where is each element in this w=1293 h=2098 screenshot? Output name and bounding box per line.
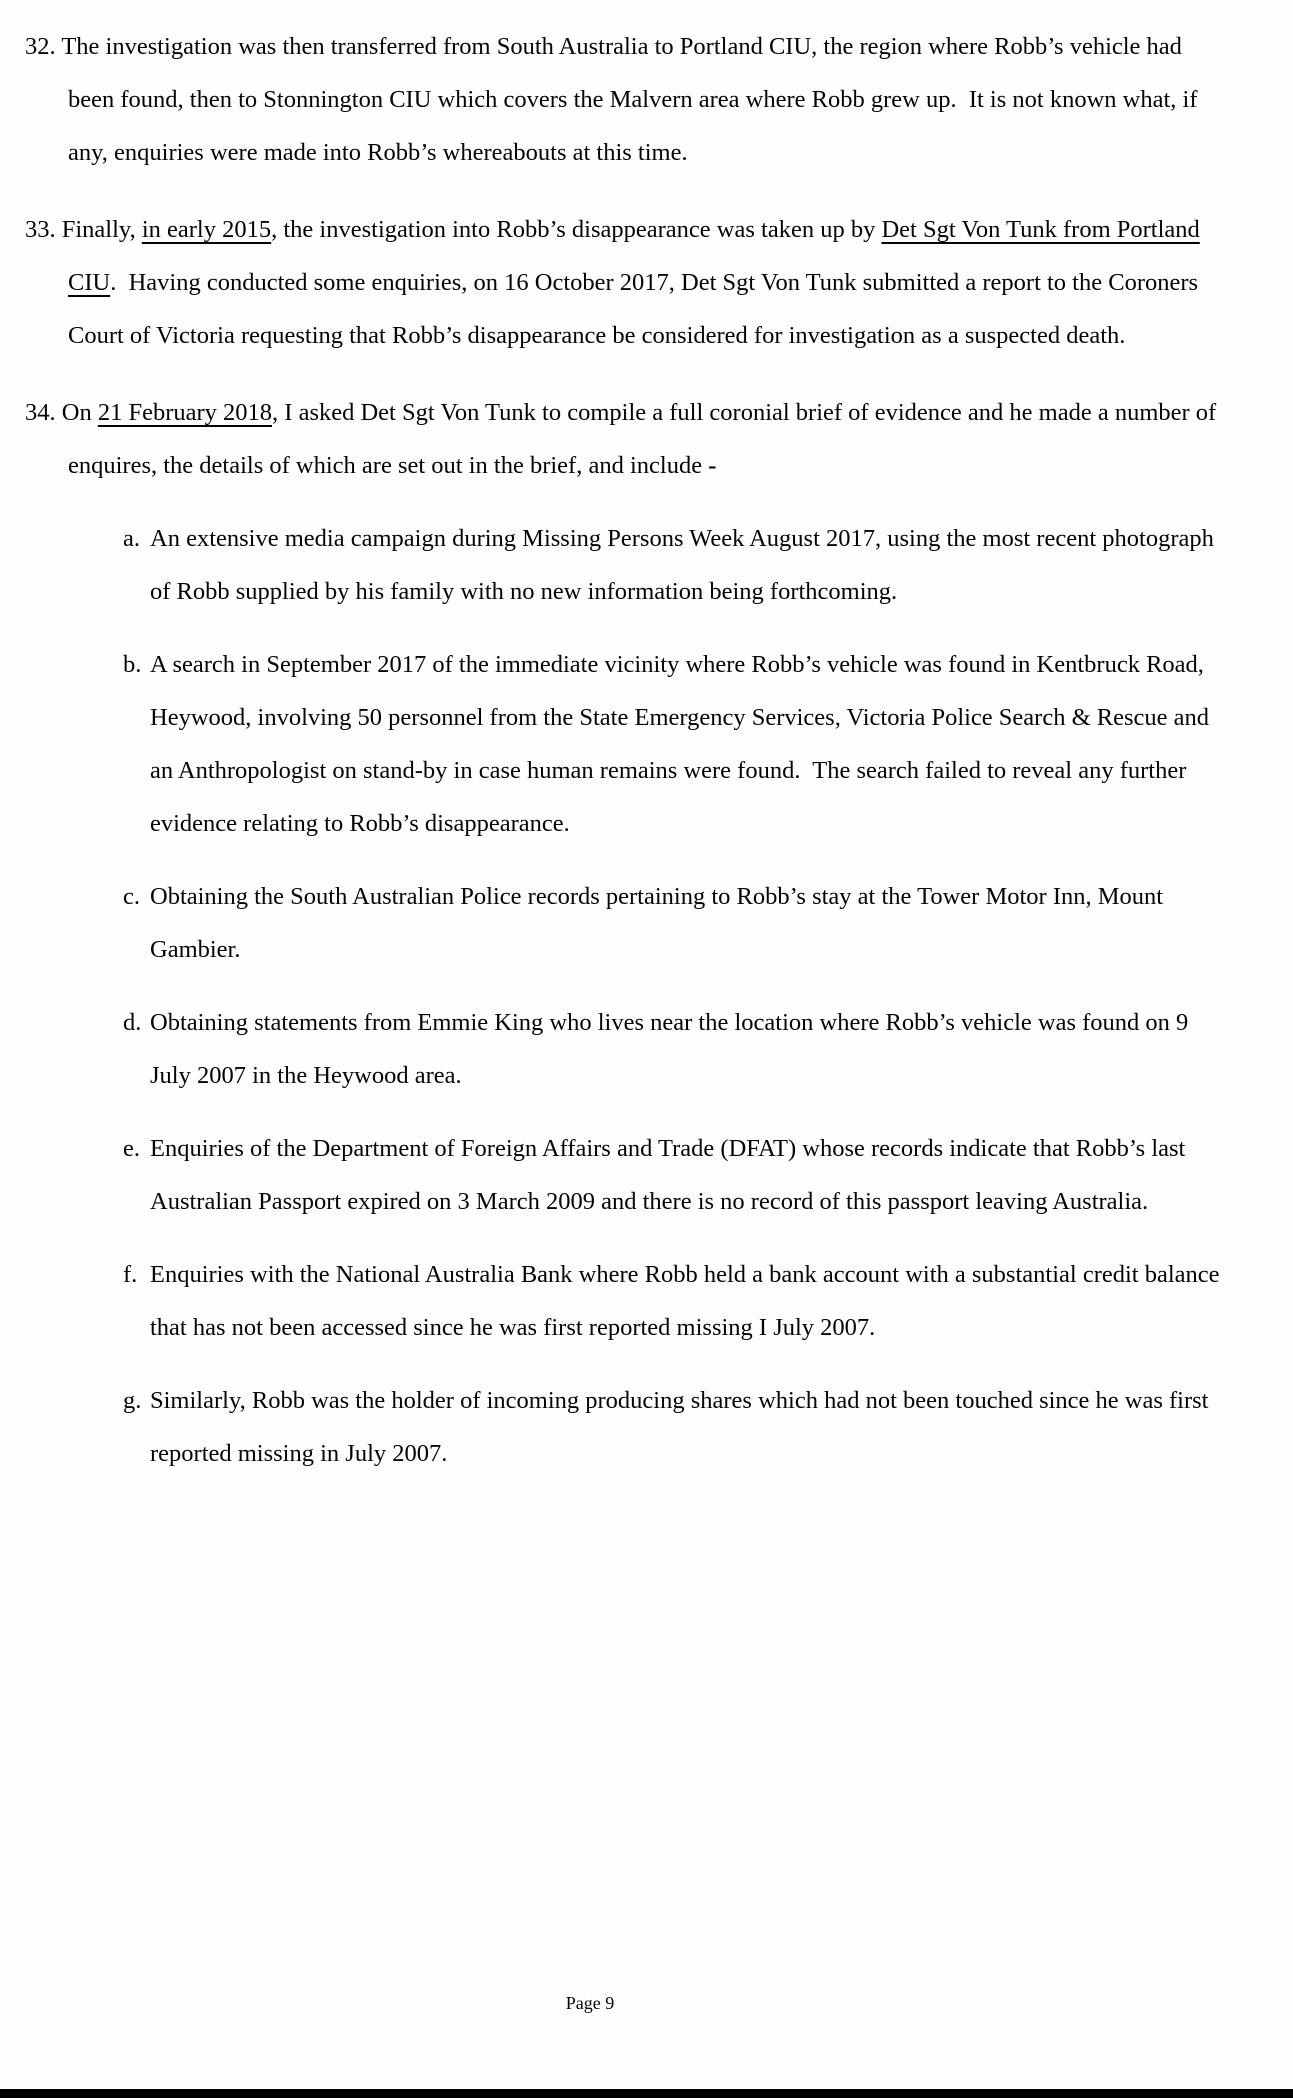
list-item-g-letter: g.	[123, 1387, 142, 1414]
text-segment: Finally,	[61, 216, 142, 243]
bold-dash: -	[708, 452, 717, 479]
scan-edge-bar	[0, 2089, 1293, 2098]
paragraph-32-number: 32.	[25, 33, 56, 60]
paragraph-33-text	[62, 216, 1200, 349]
list-item-a-text: An extensive media campaign during Missing Persons Week August 2017, using the most recent photograph of Robb supplied by his family with no new information being forthcoming.	[150, 525, 1214, 605]
text-segment: On	[61, 399, 98, 426]
list-item-e-letter: e.	[123, 1135, 140, 1162]
text-segment: , I asked Det Sgt Von Tunk to compile a full coronial brief of evidence and he made a number of enquires, the details of which are set out in the brief, and include	[68, 399, 1217, 479]
list-item-c	[123, 870, 1220, 976]
list-item-g-text: Similarly, Robb was the holder of incoming producing shares which had not been touched since he was first reported missing in July 2007.	[150, 1387, 1209, 1467]
list-item-b	[123, 638, 1220, 850]
list-item-d-text: Obtaining statements from Emmie King who lives near the location where Robb’s vehicle was found on 9 July 2007 in the Heywood area.	[150, 1009, 1189, 1089]
paragraph-34	[25, 386, 1220, 492]
list-item-f-letter: f.	[123, 1261, 138, 1288]
list-item-a	[123, 512, 1220, 618]
list-item-a-letter: a.	[123, 525, 140, 552]
list-item-f-text: Enquiries with the National Australia Bank where Robb held a bank account with a substantial credit balance that has not been accessed since he was first reported missing I July 2007.	[150, 1261, 1220, 1341]
paragraph-32-text: The investigation was then transferred from South Australia to Portland CIU, the region where Robb’s vehicle had been found, then to Stonnington CIU which covers the Malvern area where Robb grew up. It is not known what, if any, enquiries were made into Robb’s whereabouts at this time.	[61, 33, 1198, 166]
paragraph-33-number: 33.	[25, 216, 56, 243]
page-number: Page 9	[565, 1993, 615, 2013]
text-segment: , the investigation into Robb’s disappearance was taken up by	[271, 216, 882, 243]
list-item-g	[123, 1374, 1220, 1480]
text-segment: . Having conducted some enquiries, on 16 October 2017, Det Sgt Von Tunk submitted a report to the Coroners Court of Victoria requesting that Robb’s disappearance be considered for investigation as a suspected death.	[68, 269, 1199, 349]
list-item-f	[123, 1248, 1220, 1354]
list-item-b-letter: b.	[123, 651, 142, 678]
paragraph-34-text	[62, 399, 1216, 479]
list-item-d-letter: d.	[123, 1009, 142, 1036]
paragraph-33	[25, 203, 1220, 362]
underlined-date: 21 February 2018	[97, 399, 273, 426]
underlined-date: in early 2015	[141, 216, 272, 243]
list-item-e	[123, 1122, 1220, 1228]
list-item-c-letter: c.	[123, 883, 140, 910]
page-footer	[0, 1990, 1180, 2016]
list-item-b-text: A search in September 2017 of the immediate vicinity where Robb’s vehicle was found in Kentbruck Road, Heywood, involving 50 personnel from the State Emergency Services, Victoria Police Search & Rescue and an Anthropologist on stand-by in case human remains were found. The search failed to reveal any further evidence relating to Robb’s disappearance.	[150, 651, 1210, 837]
paragraph-34-number: 34.	[25, 399, 56, 426]
list-item-e-text: Enquiries of the Department of Foreign Affairs and Trade (DFAT) whose records indicate that Robb’s last Australian Passport expired on 3 March 2009 and there is no record of this passport leaving Australia.	[150, 1135, 1186, 1215]
list-item-c-text: Obtaining the South Australian Police records pertaining to Robb’s stay at the Tower Motor Inn, Mount Gambier.	[150, 883, 1164, 963]
underlined-officer-name: Det Sgt Von Tunk from Portland CIU	[68, 216, 1200, 296]
list-item-d	[123, 996, 1220, 1102]
paragraph-32	[25, 20, 1220, 179]
